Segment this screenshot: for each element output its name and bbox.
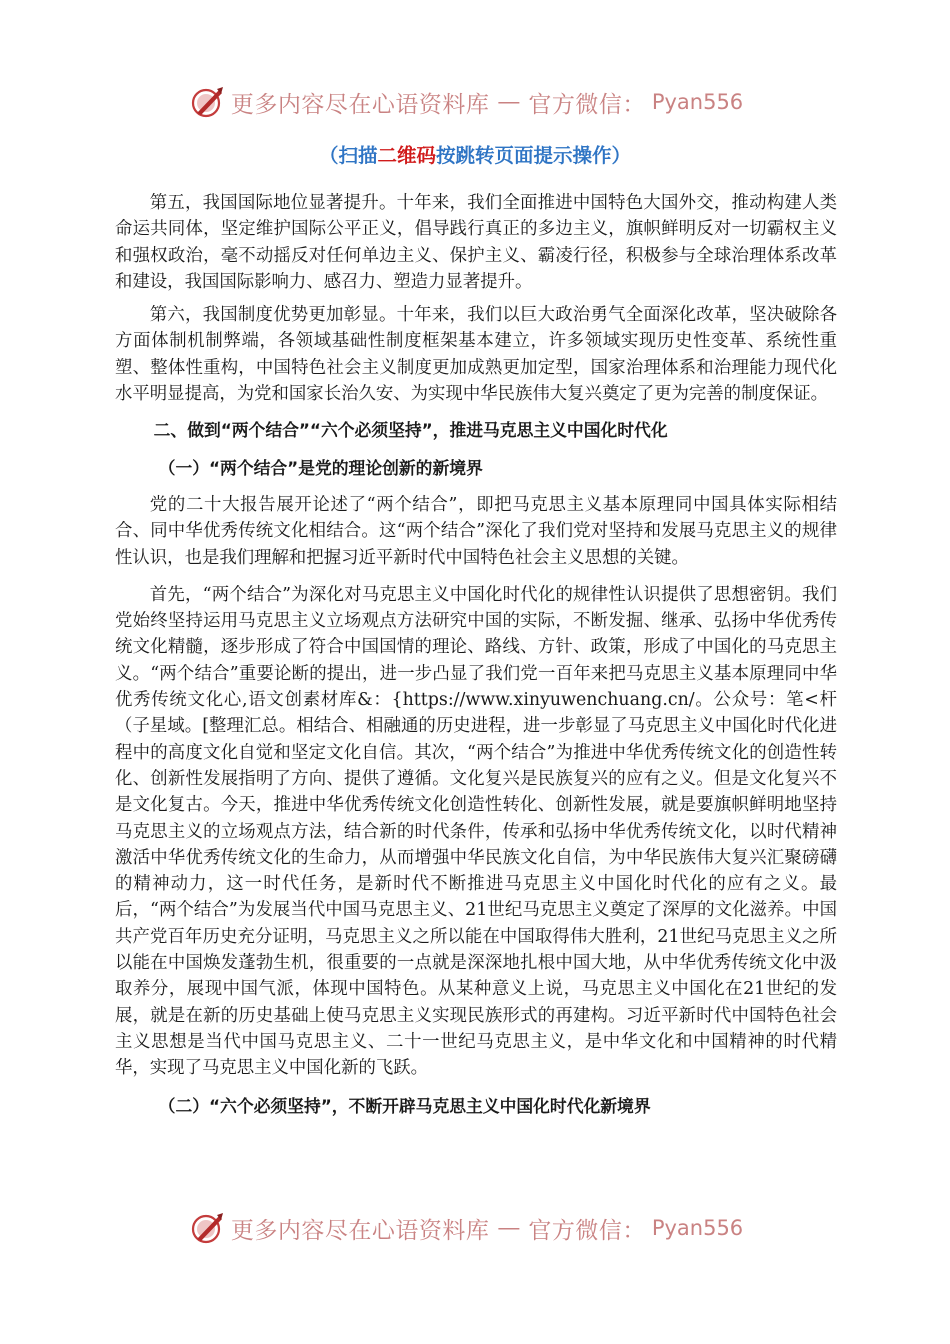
banner-separator: — [497,1215,521,1241]
banner-separator: — [497,89,521,115]
banner-wechat-label: 官方微信： [528,91,646,118]
paragraph: 党的二十大报告展开论述了“两个结合”，即把马克思主义基本原理同中国具体实际相结合、同中华优秀传统文化相结合。这“两个结合”深化了我们党对坚持和发展马克思主义的规律性认识，也是我们理解和把握习近平新时代中国特色社会主义思想的关键。 [115,494,837,568]
banner-wechat-label: 官方微信： [528,1217,646,1244]
footer-banner [0,1206,950,1250]
scan-notice-qr-text: 二维码 [377,144,436,167]
banner-wechat-id: Pyan556 [651,1216,744,1240]
quill-pen-seal-icon [191,85,225,119]
subsection-heading: （二）“六个必须坚持”，不断开辟马克思主义中国化时代化新境界 [158,1095,651,1116]
subsection-heading: （一）“两个结合”是党的理论创新的新境界 [158,457,483,478]
banner-wechat-id: Pyan556 [651,90,744,114]
scan-notice-rest: 按跳转页面提示操作） [436,144,632,167]
paragraph: 第六，我国制度优势更加彰显。十年来，我们以巨大政治勇气全面深化改革，坚决破除各方面体制机制弊端，各领域基础性制度框架基本建立，许多领域实现历史性变革、系统性重塑、整体性重构，中国特色社会主义制度更加成熟更加定型，国家治理体系和治理能力现代化水平明显提高，为党和国家长治久安、为实现中华民族伟大复兴奠定了更为完善的制度保证。 [115,305,837,405]
banner-title: 更多内容尽在心语资料库 [230,1217,490,1244]
scan-notice-open: （扫描 [318,144,378,167]
quill-pen-seal-icon [191,1211,225,1245]
scan-qr-notice[interactable] [0,140,950,168]
document-body [115,190,837,1130]
paragraph: 首先，“两个结合”为深化对马克思主义中国化时代化的规律性认识提供了思想密钥。我们党始终坚持运用马克思主义立场观点方法研究中国的实际，不断发掘、继承、弘扬中华优秀传统文化精髓，逐步形成了符合中国国情的理论、路线、方针、政策，形成了中国化的马克思主义。“两个结合”重要论断的提出，进一步凸显了我们党一百年来把马克思主义基本原理同中华优秀传统文化心,语文创素材库&：{https://www.xinyuwenchuang.cn/。公众号：笔<杆（子星域。[整理汇总。相结合、相融通的历史进程，进一步彰显了马克思主义中国化时代化进程中的高度文化自觉和坚定文化自信。其次，“两个结合”为推进中华优秀传统文化的创造性转化、创新性发展指明了方向、提供了遵循。文化复兴是民族复兴的应有之义。但是文化复兴不是文化复古。今天，推进中华优秀传统文化创造性转化、创新性发展，就是要旗帜鲜明地坚持马克思主义的立场观点方法，结合新的时代条件，传承和弘扬中华优秀传统文化，以时代精神激活中华优秀传统文化的生命力，从而增强中华民族文化自信，为中华民族伟大复兴汇聚磅礴的精神动力，这一时代任务，是新时代不断推进马克思主义中国化时代化的应有之义。最后，“两个结合”为发展当代中国马克思主义、21世纪马克思主义奠定了深厚的文化滋养。中国共产党百年历史充分证明，马克思主义之所以能在中国取得伟大胜利，21世纪马克思主义之所以能在中国焕发蓬勃生机，很重要的一点就是深深地扎根中国大地，从中华优秀传统文化中汲取养分，展现中国气派，体现中国特色。从某种意义上说，马克思主义中国化在21世纪的发展，就是在新的历史基础上使马克思主义实现民族形式的再建构。习近平新时代中国特色社会主义思想是当代中国马克思主义、二十一世纪马克思主义，是中华文化和中国精神的时代精华，实现了马克思主义中国化新的飞跃。 [115,584,837,1079]
paragraph: 第五，我国国际地位显著提升。十年来，我们全面推进中国特色大国外交，推动构建人类命运共同体，坚定维护国际公平正义，倡导践行真正的多边主义，旗帜鲜明反对一切霸权主义和强权政治，毫不动摇反对任何单边主义、保护主义、霸凌行径，积极参与全球治理体系改革和建设，我国国际影响力、感召力、塑造力显著提升。 [115,193,837,292]
header-banner [0,80,950,124]
banner-title: 更多内容尽在心语资料库 [230,91,490,118]
section-heading: 二、做到“两个结合”“六个必须坚持”，推进马克思主义中国化时代化 [153,420,668,441]
